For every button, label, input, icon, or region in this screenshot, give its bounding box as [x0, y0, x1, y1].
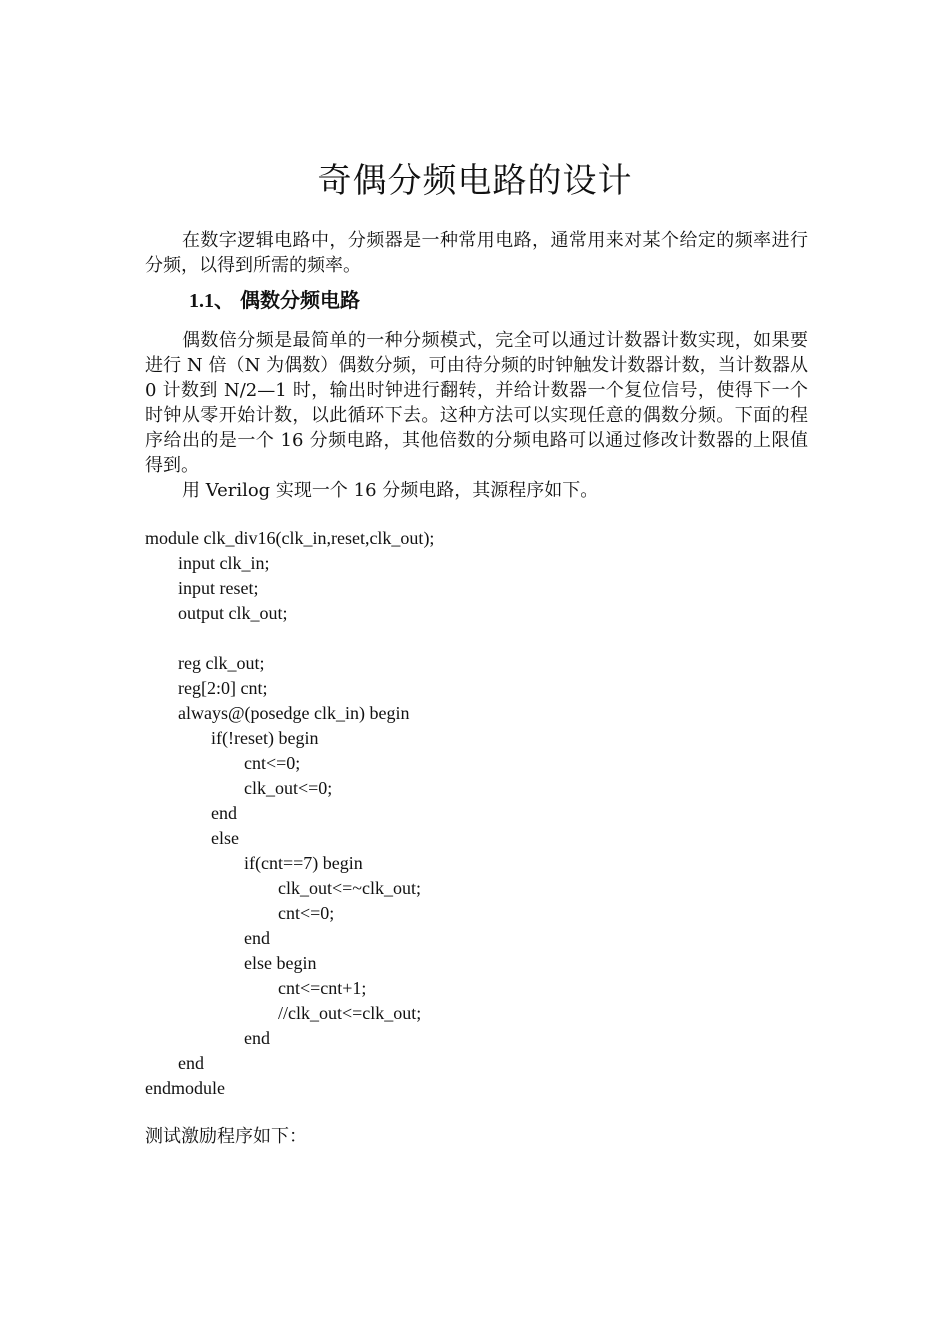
- code-line: if(!reset) begin: [211, 728, 319, 748]
- code-line: cnt<=cnt+1;: [278, 978, 367, 998]
- document-title: 奇偶分频电路的设计: [317, 160, 633, 201]
- code-line-blank: [145, 626, 434, 651]
- code-line: cnt<=0;: [278, 903, 335, 923]
- code-line: endmodule: [145, 1078, 225, 1098]
- code-line: always@(posedge clk_in) begin: [178, 703, 410, 723]
- code-line: clk_out<=0;: [244, 778, 333, 798]
- section-heading: [189, 286, 360, 315]
- verilog-intro-paragraph: 用 Verilog 实现一个 16 分频电路，其源程序如下。: [182, 480, 599, 501]
- code-line: reg clk_out;: [178, 653, 265, 673]
- code-line: if(cnt==7) begin: [244, 853, 363, 873]
- verilog-code-block: [145, 526, 434, 1101]
- code-line: reg[2:0] cnt;: [178, 678, 268, 698]
- testbench-intro: 测试激励程序如下：: [145, 1126, 307, 1147]
- code-line: end: [244, 1028, 270, 1048]
- code-line: end: [211, 803, 237, 823]
- section-title: 偶数分频电路: [240, 288, 360, 312]
- code-line: else: [211, 828, 239, 848]
- code-line: input clk_in;: [178, 553, 270, 573]
- code-line: output clk_out;: [178, 603, 288, 623]
- code-line: else begin: [244, 953, 317, 973]
- code-line: clk_out<=~clk_out;: [278, 878, 422, 898]
- code-line: cnt<=0;: [244, 753, 301, 773]
- code-line: //clk_out<=clk_out;: [278, 1003, 422, 1023]
- code-line: end: [178, 1053, 204, 1073]
- code-line: end: [244, 928, 270, 948]
- intro-paragraph: 在数字逻辑电路中，分频器是一种常用电路，通常用来对某个给定的频率进行分频，以得到所需的频率。: [145, 230, 808, 276]
- section-number: 1.1、: [189, 290, 234, 312]
- even-division-paragraph: 偶数倍分频是最简单的一种分频模式，完全可以通过计数器计数实现，如果要进行 N 倍（N 为偶数）偶数分频，可由待分频的时钟触发计数器计数，当计数器从 0 计数到 N/2—1 时，输出时钟进行翻转，并给计数器一个复位信号，使得下一个时钟从零开始计数，以此循环下去。这种方法可以实现任意的偶数分频。下面的程序给出的是一个 16 分频电路，其他倍数的分频电路可以通过修改计数器的上限值得到。: [145, 330, 808, 476]
- code-line: module clk_div16(clk_in,reset,clk_out);: [145, 528, 435, 548]
- code-line: input reset;: [178, 578, 259, 598]
